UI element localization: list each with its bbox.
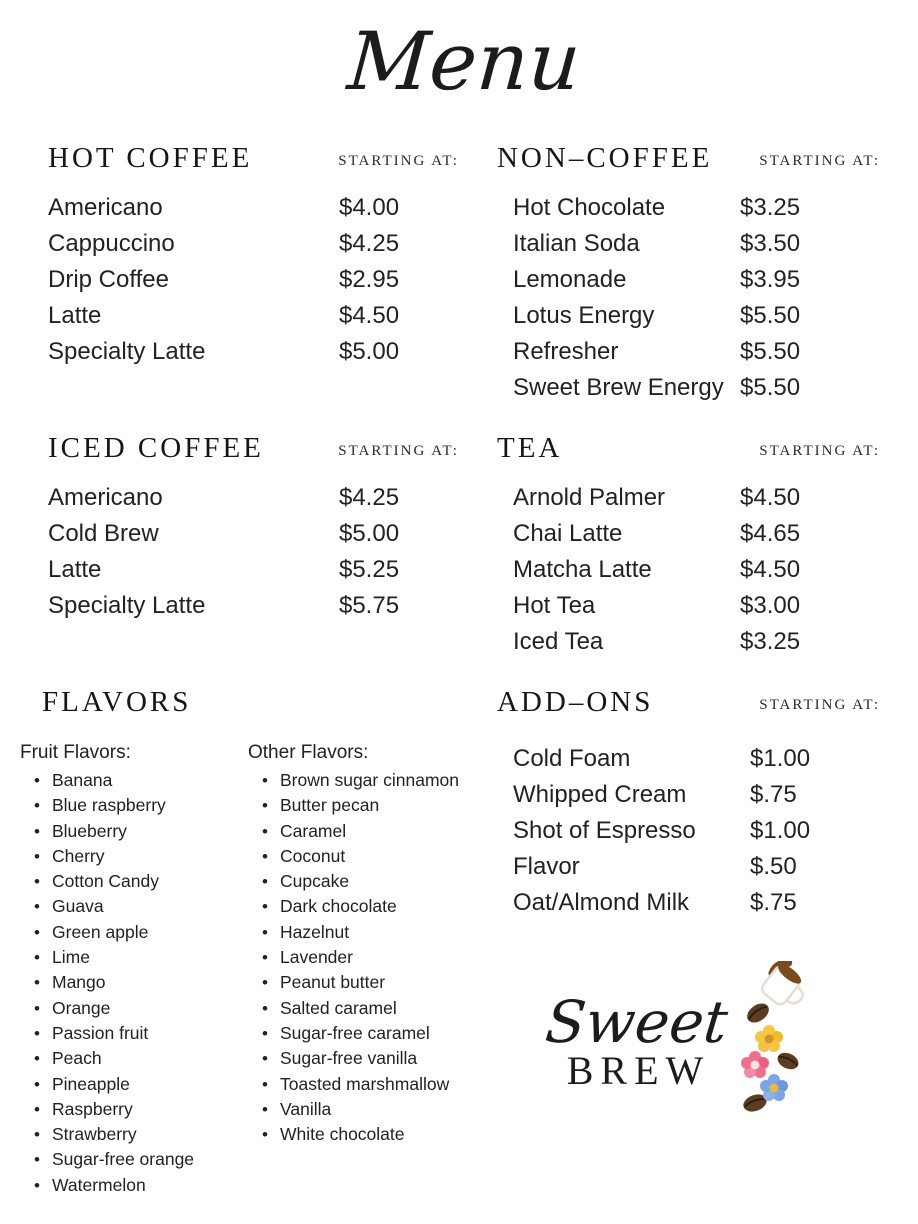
item-name: Cold Brew xyxy=(48,520,159,547)
section-add-ons xyxy=(497,686,880,921)
yellow-flower-icon xyxy=(755,1025,783,1052)
flavor-item: • Peach xyxy=(20,1046,216,1071)
flavor-item: • Peanut butter xyxy=(248,970,459,995)
other-flavors-column xyxy=(248,740,459,1198)
flavor-item: • Cherry xyxy=(20,844,216,869)
item-price: $3.50 xyxy=(740,230,801,257)
item-price: $5.75 xyxy=(338,592,400,619)
item-list xyxy=(497,480,880,660)
item-name: Sweet Brew Energy xyxy=(512,374,724,401)
addons-and-logo-column xyxy=(497,686,880,1117)
item-name: Whipped Cream xyxy=(512,781,687,808)
flavor-item: • Sugar-free caramel xyxy=(248,1021,459,1046)
flavor-item: • Blue raspberry xyxy=(20,793,216,818)
menu-item-row xyxy=(48,334,459,370)
item-name: Lotus Energy xyxy=(512,302,655,329)
item-price: $5.50 xyxy=(740,302,801,329)
item-name: Matcha Latte xyxy=(512,556,652,583)
flavor-item: • Banana xyxy=(20,768,216,793)
item-name: Cold Foam xyxy=(512,745,631,772)
item-list xyxy=(48,190,459,370)
menu-item-row xyxy=(497,813,880,849)
section-tea xyxy=(497,432,880,660)
flavor-item: • White chocolate xyxy=(248,1122,459,1147)
section-flavors xyxy=(20,686,459,1198)
logo-decor-illustration xyxy=(731,961,831,1117)
menu-item-row xyxy=(48,226,459,262)
flavor-item: • Raspberry xyxy=(20,1097,216,1122)
logo-script-text: Sweet xyxy=(542,988,731,1056)
flavor-item: • Green apple xyxy=(20,920,216,945)
item-name: Lemonade xyxy=(512,266,627,293)
item-price: $.75 xyxy=(750,781,797,808)
item-price: $5.00 xyxy=(338,338,400,365)
item-list xyxy=(48,480,459,624)
item-name: Americano xyxy=(48,484,163,511)
item-price: $5.50 xyxy=(740,374,801,401)
item-price: $1.00 xyxy=(750,745,811,772)
starting-at-label: STARTING AT: xyxy=(338,443,459,459)
item-name: Refresher xyxy=(512,338,619,365)
menu-item-row xyxy=(497,226,880,262)
menu-item-row xyxy=(497,849,880,885)
menu-item-row xyxy=(497,777,880,813)
menu-item-row xyxy=(48,516,459,552)
flavor-item: • Caramel xyxy=(248,819,459,844)
menu-item-row xyxy=(497,552,880,588)
starting-at-label: STARTING AT: xyxy=(759,443,880,459)
menu-grid xyxy=(20,142,880,1224)
other-flavors-list xyxy=(248,768,459,1147)
flavor-item: • Pineapple xyxy=(20,1072,216,1097)
flavor-item: • Strawberry xyxy=(20,1122,216,1147)
item-name: Latte xyxy=(48,556,102,583)
menu-item-row xyxy=(497,624,880,660)
blue-flower-icon xyxy=(760,1074,788,1101)
item-name: Latte xyxy=(48,302,102,329)
fruit-flavors-list xyxy=(20,768,216,1198)
item-name: Hot Chocolate xyxy=(512,194,666,221)
item-price: $4.50 xyxy=(338,302,400,329)
flavor-item: • Coconut xyxy=(248,844,459,869)
starting-at-label: STARTING AT: xyxy=(338,153,459,169)
item-name: Shot of Espresso xyxy=(512,817,696,844)
fruit-flavors-column xyxy=(20,740,216,1198)
item-name: Hot Tea xyxy=(512,592,596,619)
menu-item-row xyxy=(497,516,880,552)
item-price: $3.25 xyxy=(740,628,801,655)
item-price: $1.00 xyxy=(750,817,811,844)
menu-item-row xyxy=(48,262,459,298)
item-price: $2.95 xyxy=(338,266,400,293)
item-price: $.75 xyxy=(750,889,797,916)
flavor-item: • Cotton Candy xyxy=(20,869,216,894)
section-hot-coffee xyxy=(48,142,459,370)
item-name: Italian Soda xyxy=(512,230,640,257)
section-title: ADD–ONS xyxy=(496,686,654,718)
coffee-bean-icon xyxy=(775,1050,801,1073)
item-name: Flavor xyxy=(512,853,580,880)
flavor-item: • Toasted marshmallow xyxy=(248,1072,459,1097)
flavor-item: • Brown sugar cinnamon xyxy=(248,768,459,793)
item-name: Americano xyxy=(48,194,163,221)
flavor-item: • Butter pecan xyxy=(248,793,459,818)
menu-item-row xyxy=(497,370,880,406)
item-price: $5.25 xyxy=(338,556,400,583)
flavor-item: • Cupcake xyxy=(248,869,459,894)
flavor-item: • Dark chocolate xyxy=(248,894,459,919)
page-title: Menu xyxy=(344,15,584,108)
flavor-item: • Orange xyxy=(20,996,216,1021)
item-name: Drip Coffee xyxy=(48,266,169,293)
flavor-item: • Lime xyxy=(20,945,216,970)
menu-item-row xyxy=(48,552,459,588)
section-title: TEA xyxy=(496,432,563,464)
section-non-coffee xyxy=(497,142,880,406)
item-name: Chai Latte xyxy=(512,520,623,547)
coffee-bean-icon xyxy=(744,1000,773,1027)
flavor-item: • Lavender xyxy=(248,945,459,970)
item-price: $.50 xyxy=(750,853,797,880)
menu-item-row xyxy=(497,190,880,226)
menu-item-row xyxy=(497,334,880,370)
item-price: $4.65 xyxy=(740,520,801,547)
flavor-item: • Passion fruit xyxy=(20,1021,216,1046)
section-title: ICED COFFEE xyxy=(48,432,264,464)
item-price: $3.00 xyxy=(740,592,801,619)
flavor-item: • Vanilla xyxy=(248,1097,459,1122)
menu-item-row xyxy=(48,190,459,226)
starting-at-label: STARTING AT: xyxy=(759,697,880,713)
item-name: Oat/Almond Milk xyxy=(512,889,690,916)
item-name: Specialty Latte xyxy=(48,338,206,365)
item-price: $5.00 xyxy=(338,520,400,547)
item-price: $3.25 xyxy=(740,194,801,221)
menu-item-row xyxy=(48,298,459,334)
menu-item-row xyxy=(497,588,880,624)
item-price: $4.00 xyxy=(338,194,400,221)
starting-at-label: STARTING AT: xyxy=(759,153,880,169)
flavor-item: • Blueberry xyxy=(20,819,216,844)
section-title: NON–COFFEE xyxy=(496,142,713,174)
item-name: Iced Tea xyxy=(512,628,604,655)
section-header xyxy=(42,686,459,719)
menu-item-row xyxy=(48,480,459,516)
item-name: Cappuccino xyxy=(48,230,175,257)
menu-item-row xyxy=(497,885,880,921)
flavor-item: • Watermelon xyxy=(20,1173,216,1198)
flavor-item: • Sugar-free orange xyxy=(20,1147,216,1172)
section-title: FLAVORS xyxy=(42,686,192,718)
menu-item-row xyxy=(497,262,880,298)
section-header xyxy=(497,686,880,719)
flavor-item: • Mango xyxy=(20,970,216,995)
item-list xyxy=(497,741,880,921)
item-price: $4.50 xyxy=(740,484,801,511)
item-name: Arnold Palmer xyxy=(512,484,666,511)
logo-text xyxy=(542,988,731,1093)
item-price: $3.95 xyxy=(740,266,801,293)
menu-item-row xyxy=(497,741,880,777)
sweet-brew-logo xyxy=(497,967,880,1117)
item-price: $4.50 xyxy=(740,556,801,583)
section-iced-coffee xyxy=(48,432,459,624)
flavor-columns xyxy=(20,740,459,1198)
menu-item-row xyxy=(48,588,459,624)
other-flavors-label: Other Flavors: xyxy=(248,742,369,763)
section-title: HOT COFFEE xyxy=(48,142,253,174)
item-list xyxy=(497,190,880,406)
fruit-flavors-label: Fruit Flavors: xyxy=(20,742,131,763)
menu-item-row xyxy=(497,298,880,334)
flavor-item: • Salted caramel xyxy=(248,996,459,1021)
flavor-item: • Guava xyxy=(20,894,216,919)
item-price: $4.25 xyxy=(338,484,400,511)
menu-item-row xyxy=(497,480,880,516)
section-header xyxy=(48,142,459,175)
logo-block-text: BREW xyxy=(566,1048,711,1093)
flavor-item: • Hazelnut xyxy=(248,920,459,945)
item-price: $4.25 xyxy=(338,230,400,257)
item-price: $5.50 xyxy=(740,338,801,365)
pink-flower-icon xyxy=(741,1051,769,1078)
section-header xyxy=(48,432,459,465)
section-header xyxy=(497,432,880,465)
flavor-item: • Sugar-free vanilla xyxy=(248,1046,459,1071)
section-header xyxy=(497,142,880,175)
item-name: Specialty Latte xyxy=(48,592,206,619)
